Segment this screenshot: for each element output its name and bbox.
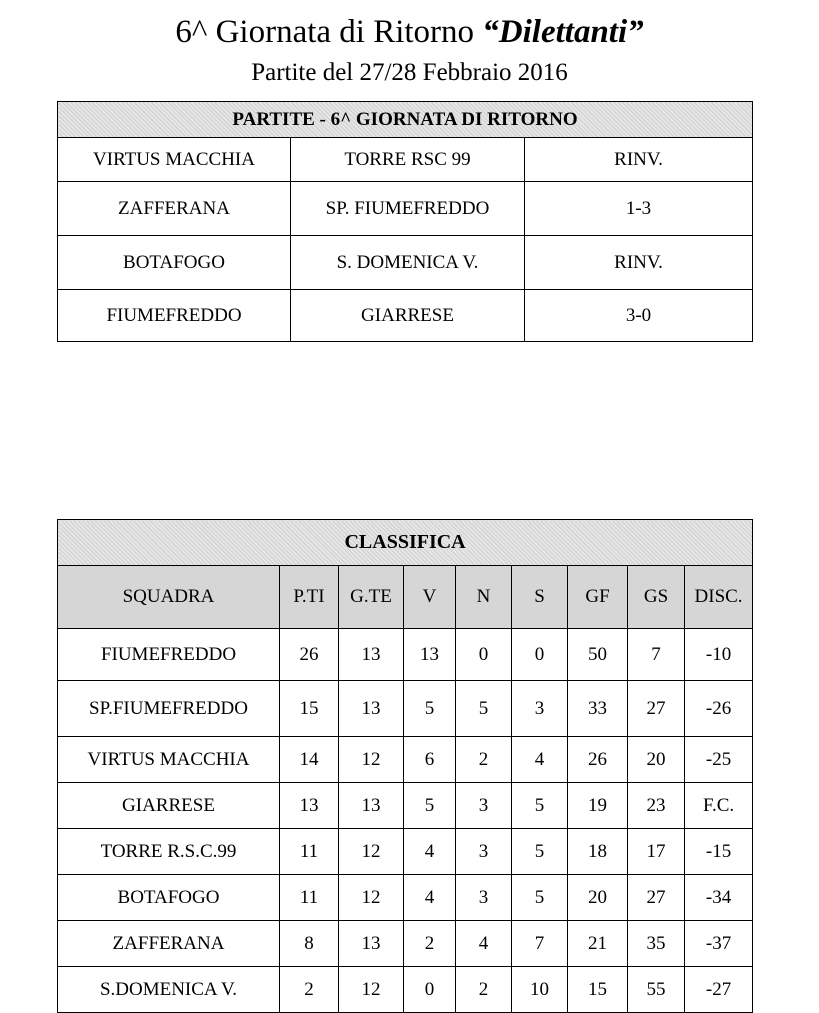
standings-cell-draws: 4 <box>456 921 512 967</box>
match-away-team: TORRE RSC 99 <box>291 138 525 182</box>
standings-column-header: V <box>404 566 456 629</box>
page-subtitle: Partite del 27/28 Febbraio 2016 <box>251 59 568 86</box>
standings-cell-goals-for: 21 <box>568 921 628 967</box>
standings-cell-points: 11 <box>280 829 339 875</box>
standings-cell-points: 13 <box>280 783 339 829</box>
standings-row <box>58 875 753 921</box>
match-away-team: SP. FIUMEFREDDO <box>291 182 525 236</box>
match-home-team: FIUMEFREDDO <box>58 290 291 342</box>
standings-cell-points: 14 <box>280 737 339 783</box>
standings-cell-team-name: FIUMEFREDDO <box>58 629 280 681</box>
standings-cell-discipline: F.C. <box>685 783 753 829</box>
standings-cell-wins: 6 <box>404 737 456 783</box>
standings-cell-goals-for: 50 <box>568 629 628 681</box>
standings-cell-goals-against: 27 <box>628 681 685 737</box>
standings-row <box>58 921 753 967</box>
match-row <box>58 236 753 290</box>
matches-caption: PARTITE - 6^ GIORNATA DI RITORNO <box>58 102 753 138</box>
standings-cell-goals-for: 33 <box>568 681 628 737</box>
match-home-team: ZAFFERANA <box>58 182 291 236</box>
standings-cell-draws: 3 <box>456 783 512 829</box>
standings-row <box>58 783 753 829</box>
standings-cell-points: 11 <box>280 875 339 921</box>
standings-cell-points: 15 <box>280 681 339 737</box>
standings-column-header: S <box>512 566 568 629</box>
match-result: RINV. <box>525 138 753 182</box>
standings-cell-team-name: BOTAFOGO <box>58 875 280 921</box>
standings-cell-goals-against: 7 <box>628 629 685 681</box>
standings-cell-team-name: TORRE R.S.C.99 <box>58 829 280 875</box>
match-away-team: GIARRESE <box>291 290 525 342</box>
standings-cell-losses: 5 <box>512 783 568 829</box>
standings-column-header: DISC. <box>685 566 753 629</box>
standings-cell-draws: 2 <box>456 967 512 1013</box>
standings-cell-games-played: 12 <box>339 875 404 921</box>
standings-cell-discipline: -25 <box>685 737 753 783</box>
standings-cell-draws: 5 <box>456 681 512 737</box>
standings-cell-draws: 0 <box>456 629 512 681</box>
standings-cell-games-played: 13 <box>339 629 404 681</box>
standings-cell-losses: 7 <box>512 921 568 967</box>
standings-cell-discipline: -26 <box>685 681 753 737</box>
page-title-emphasis: “Dilettanti” <box>482 14 644 50</box>
standings-caption: CLASSIFICA <box>58 520 753 566</box>
standings-cell-discipline: -34 <box>685 875 753 921</box>
standings-table <box>57 519 753 1013</box>
standings-cell-team-name: ZAFFERANA <box>58 921 280 967</box>
standings-cell-points: 26 <box>280 629 339 681</box>
standings-caption-row <box>58 520 753 566</box>
standings-column-header: GF <box>568 566 628 629</box>
standings-cell-points: 2 <box>280 967 339 1013</box>
standings-cell-team-name: GIARRESE <box>58 783 280 829</box>
standings-cell-games-played: 13 <box>339 783 404 829</box>
standings-cell-discipline: -27 <box>685 967 753 1013</box>
standings-row <box>58 681 753 737</box>
match-result: 1-3 <box>525 182 753 236</box>
match-row <box>58 290 753 342</box>
standings-column-header: N <box>456 566 512 629</box>
standings-cell-wins: 5 <box>404 783 456 829</box>
matches-table <box>57 101 753 342</box>
standings-cell-wins: 2 <box>404 921 456 967</box>
standings-cell-team-name: VIRTUS MACCHIA <box>58 737 280 783</box>
match-away-team: S. DOMENICA V. <box>291 236 525 290</box>
standings-cell-discipline: -15 <box>685 829 753 875</box>
standings-cell-losses: 5 <box>512 875 568 921</box>
standings-column-header: SQUADRA <box>58 566 280 629</box>
match-result: 3-0 <box>525 290 753 342</box>
standings-column-header: P.TI <box>280 566 339 629</box>
page-title-prefix: 6^ Giornata di Ritorno <box>175 14 483 50</box>
standings-cell-goals-for: 19 <box>568 783 628 829</box>
standings-cell-games-played: 13 <box>339 681 404 737</box>
standings-row <box>58 629 753 681</box>
standings-cell-wins: 4 <box>404 829 456 875</box>
standings-cell-games-played: 13 <box>339 921 404 967</box>
match-row <box>58 138 753 182</box>
match-row <box>58 182 753 236</box>
standings-cell-discipline: -10 <box>685 629 753 681</box>
standings-cell-goals-against: 55 <box>628 967 685 1013</box>
standings-cell-games-played: 12 <box>339 967 404 1013</box>
matches-caption-row <box>58 102 753 138</box>
standings-cell-losses: 5 <box>512 829 568 875</box>
standings-row <box>58 829 753 875</box>
standings-cell-goals-against: 27 <box>628 875 685 921</box>
standings-cell-games-played: 12 <box>339 829 404 875</box>
standings-column-header: GS <box>628 566 685 629</box>
standings-cell-losses: 4 <box>512 737 568 783</box>
standings-cell-draws: 3 <box>456 875 512 921</box>
standings-cell-draws: 3 <box>456 829 512 875</box>
standings-cell-games-played: 12 <box>339 737 404 783</box>
standings-header-row <box>58 566 753 629</box>
standings-cell-goals-for: 20 <box>568 875 628 921</box>
standings-cell-goals-against: 23 <box>628 783 685 829</box>
standings-cell-losses: 3 <box>512 681 568 737</box>
page-title <box>0 10 819 54</box>
standings-cell-wins: 5 <box>404 681 456 737</box>
standings-cell-wins: 0 <box>404 967 456 1013</box>
standings-cell-losses: 0 <box>512 629 568 681</box>
standings-row <box>58 967 753 1013</box>
match-home-team: BOTAFOGO <box>58 236 291 290</box>
standings-cell-points: 8 <box>280 921 339 967</box>
match-result: RINV. <box>525 236 753 290</box>
standings-cell-goals-against: 35 <box>628 921 685 967</box>
standings-cell-wins: 4 <box>404 875 456 921</box>
standings-cell-goals-for: 18 <box>568 829 628 875</box>
standings-row <box>58 737 753 783</box>
standings-cell-goals-against: 17 <box>628 829 685 875</box>
match-home-team: VIRTUS MACCHIA <box>58 138 291 182</box>
standings-cell-goals-against: 20 <box>628 737 685 783</box>
standings-column-header: G.TE <box>339 566 404 629</box>
standings-cell-losses: 10 <box>512 967 568 1013</box>
standings-cell-team-name: S.DOMENICA V. <box>58 967 280 1013</box>
standings-cell-draws: 2 <box>456 737 512 783</box>
standings-cell-goals-for: 26 <box>568 737 628 783</box>
standings-cell-team-name: SP.FIUMEFREDDO <box>58 681 280 737</box>
standings-cell-discipline: -37 <box>685 921 753 967</box>
standings-cell-goals-for: 15 <box>568 967 628 1013</box>
standings-cell-wins: 13 <box>404 629 456 681</box>
